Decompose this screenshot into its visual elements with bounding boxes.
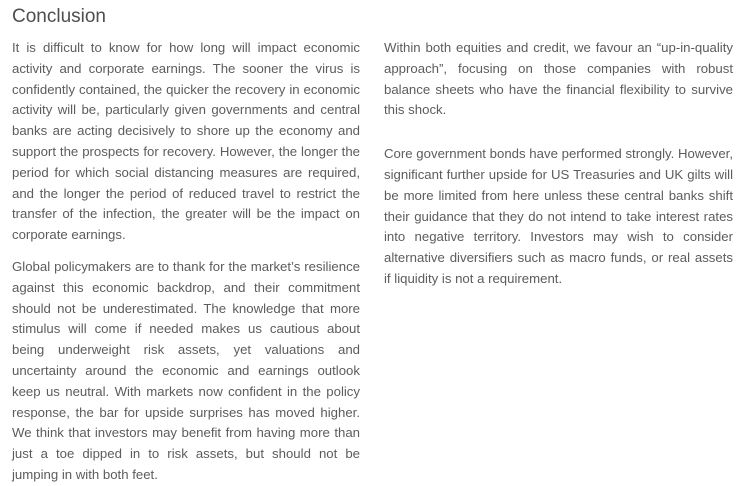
paragraph-up-in-quality: Within both equities and credit, we favour an “up-in-quality approach”, focusing on those companies with robust balance sheets who have the financial flexibility to survive this shock. — [384, 40, 733, 118]
section-heading: Conclusion — [12, 6, 106, 27]
right-column — [384, 38, 733, 290]
paragraph-government-bonds: Core government bonds have performed strongly. However, significant further upside for US Treasuries and UK gilts will be more limited from here unless these central banks shift their guidance that they do not intend to take interest rates into negative territory. Investors may wish to consider alternative diversifiers such as macro funds, or real assets if liquidity is not a requirement. — [384, 146, 733, 286]
paragraph-policymakers: Global policymakers are to thank for the market’s resilience against this economic backdrop, and their commitment should not be underestimated. The knowledge that more stimulus will come if needed makes us cautious about being underweight risk assets, yet valuations and uncertainty around the economic and earnings outlook keep us neutral. With markets now confident in the policy response, the bar for upside surprises has moved higher. We think that investors may benefit from having more than just a toe dipped in to risk assets, but should not be jumping in with both feet. — [12, 258, 360, 482]
paragraph-virus-impact: It is difficult to know for how long will impact economic activity and corporate earnings. The sooner the virus is confidently contained, the quicker the recovery in economic activity will be, particularly given governments and central banks are acting decisively to shore up the economy and support the prospects for recovery. However, the longer the period for which social distancing measures are required, and the longer the period of reduced travel to restrict the transfer of the infection, the greater will be the impact on corporate earnings. — [12, 40, 360, 243]
left-column — [12, 38, 360, 486]
